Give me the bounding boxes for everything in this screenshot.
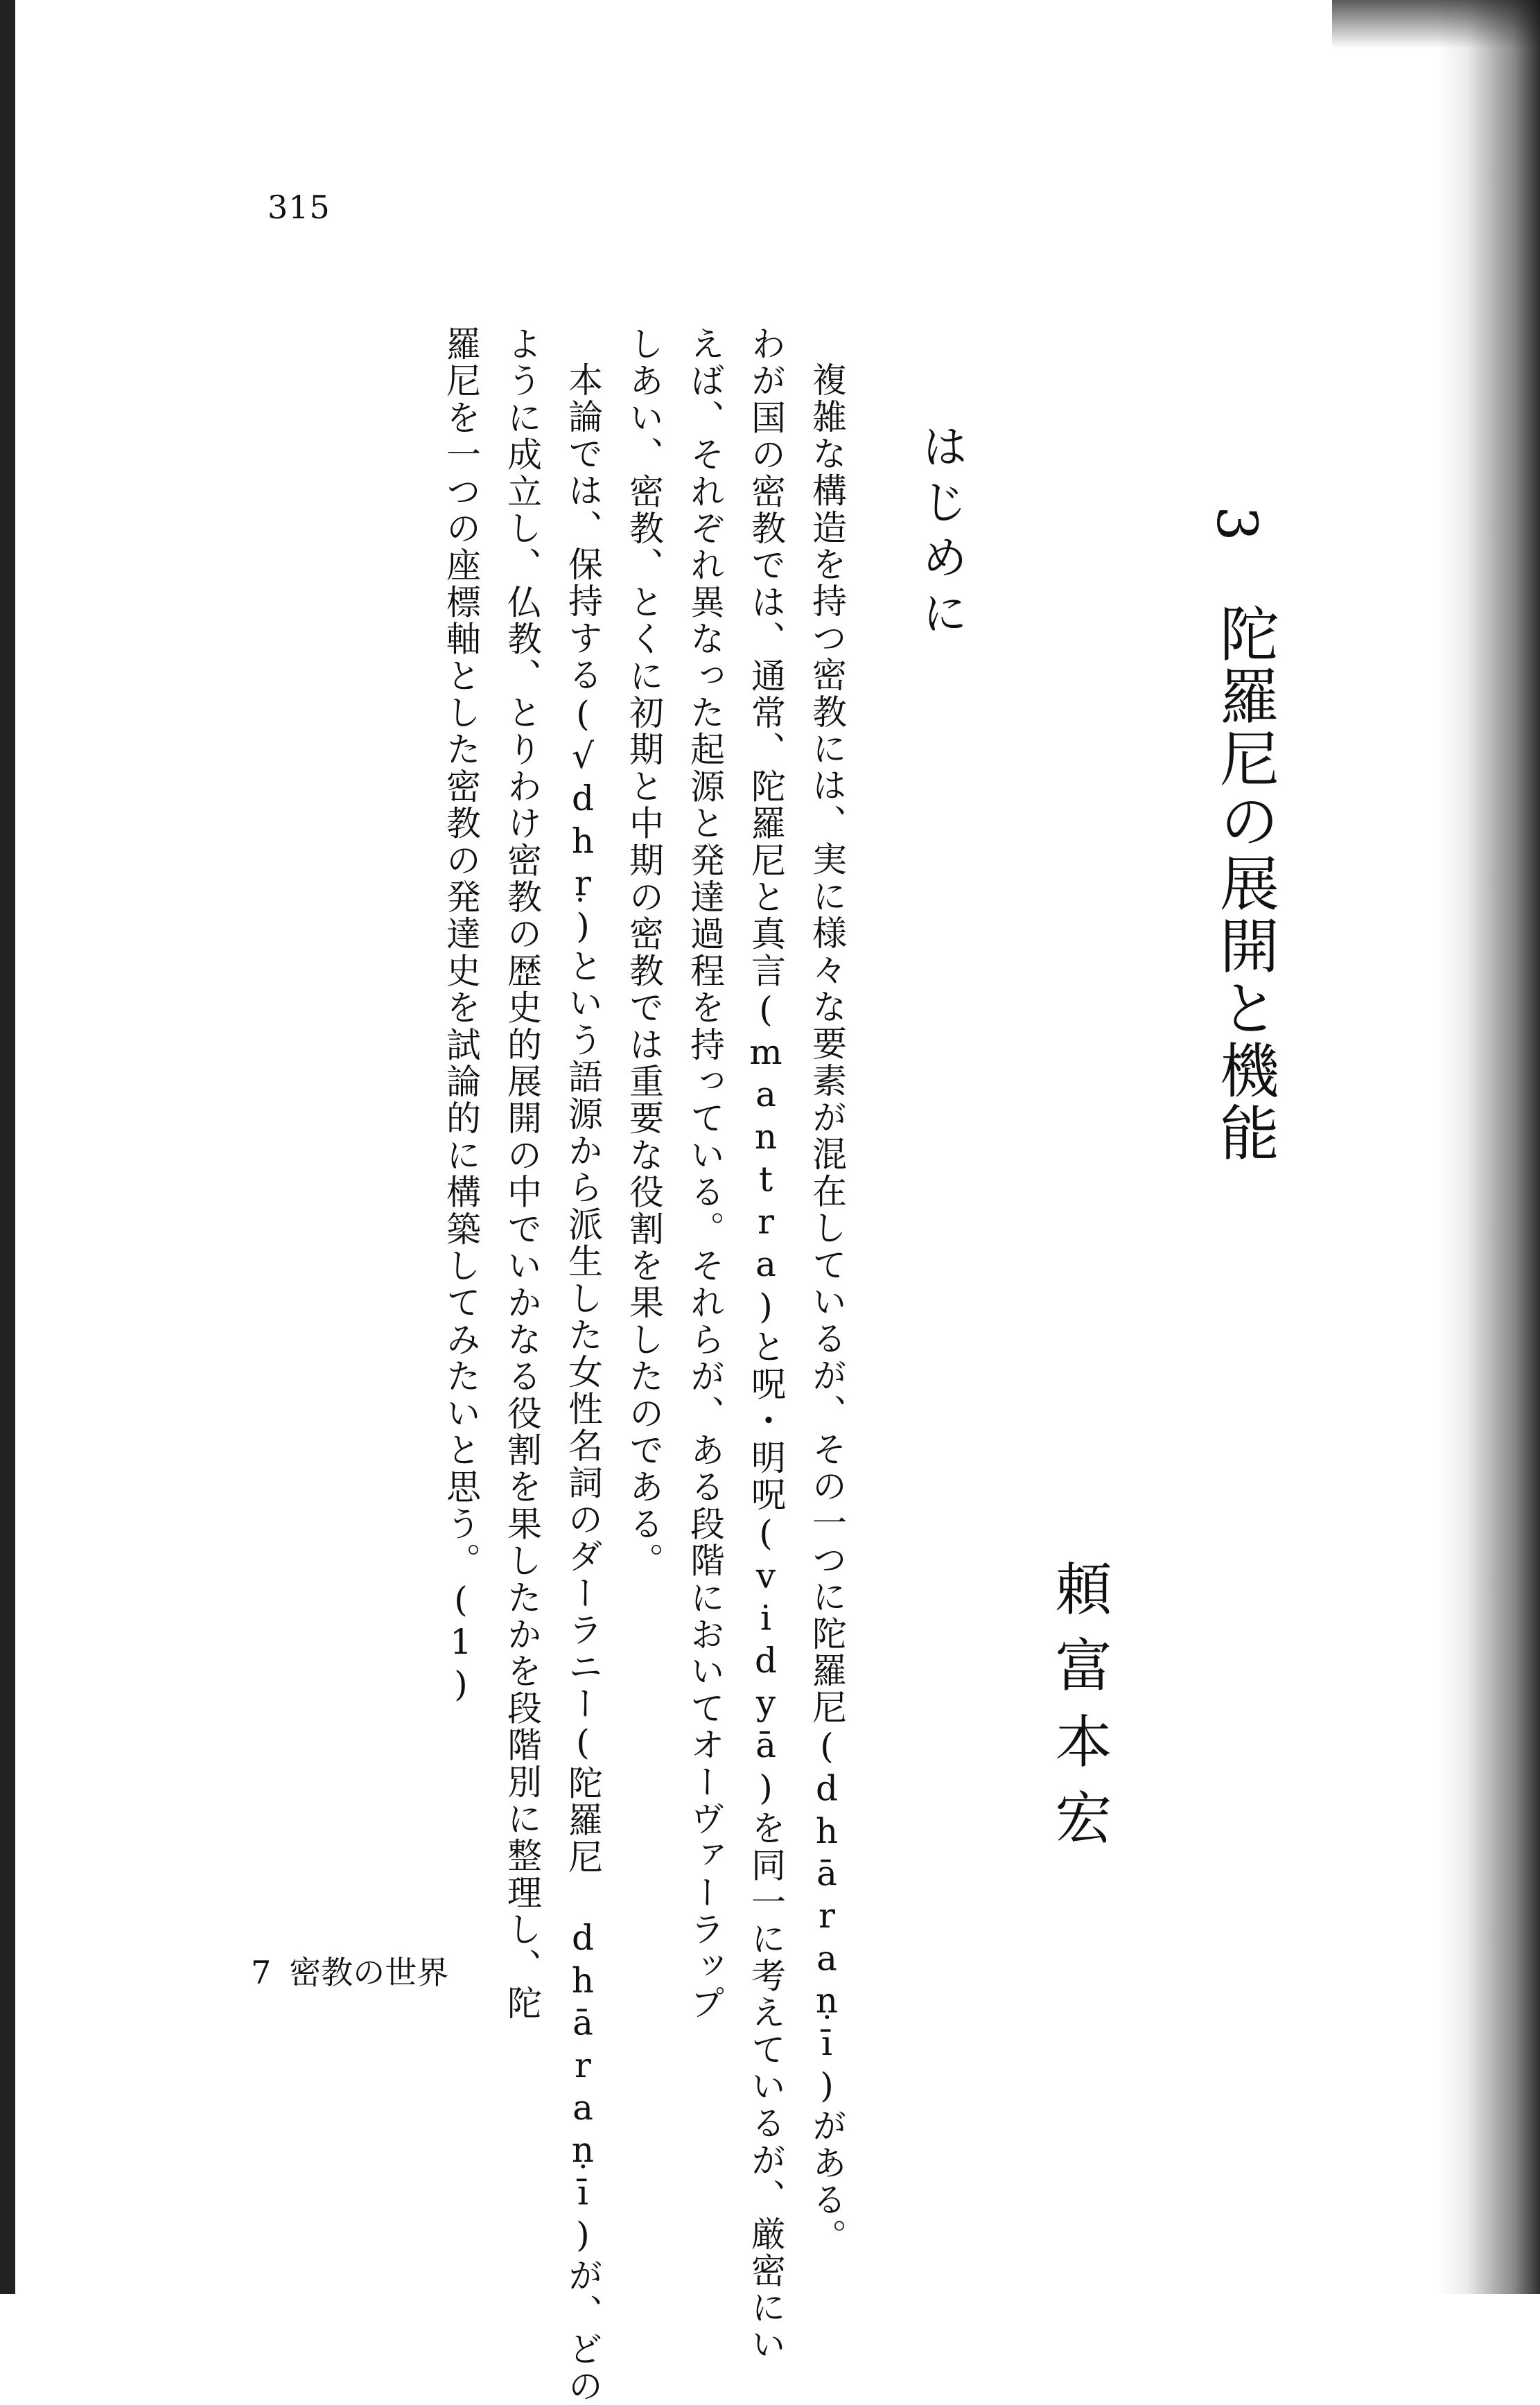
footer-series-title: 密教の世界 <box>289 1954 449 1991</box>
body-line: 複雑な構造を持つ密教には、実に様々な要素が混在しているが、その一つに陀羅尼(dhāraṇī)がある。 <box>807 362 847 2255</box>
scan-top-shadow <box>1332 0 1540 49</box>
chapter-title: 陀羅尼の展開と機能 <box>1209 603 1279 1164</box>
body-line: 羅尼を一つの座標軸とした密教の発達史を試論的に構築してみたいと思う。(1) <box>441 326 481 1707</box>
body-line: しあい、密教、とくに初期と中期の密教では重要な役割を果したのである。 <box>624 326 664 1580</box>
body-line: 本論では、保持する(√dhṛ)という語源から派生した女性名詞のダーラニー(陀羅尼 dhāraṇī)が、どの <box>563 362 603 2405</box>
scan-left-edge <box>0 0 15 2294</box>
body-line: ように成立し、仏教、とりわけ密教の歴史的展開の中でいかなる役割を果したかを段階別に整理し、陀 <box>502 326 542 2022</box>
author-name: 頼富本宏 <box>1046 1559 1112 1864</box>
body-line: わが国の密教では、通常、陀羅尼と真言(mantra)と呪・明呪(vidyā)を同一に考えているが、厳密にい <box>746 326 786 2363</box>
scan-binding-shadow <box>1436 0 1540 2294</box>
body-line: えば、それぞれ異なった起源と発達過程を持っている。それらが、ある段階においてオーヴァーラップ <box>685 326 725 2022</box>
chapter-number: 3 <box>1205 506 1269 541</box>
section-heading: はじめに <box>914 423 968 645</box>
page-number: 315 <box>268 189 331 226</box>
footer-volume-number: 7 <box>251 1954 272 1991</box>
footer <box>251 1948 448 1993</box>
